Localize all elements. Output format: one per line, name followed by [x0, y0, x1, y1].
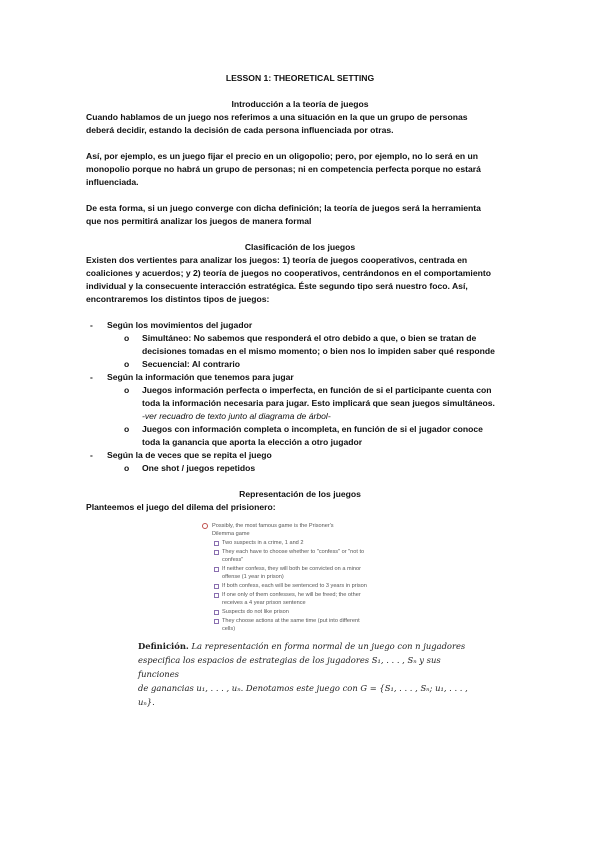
intro-p3-line2: que nos permitirá analizar los juegos de manera formal	[86, 216, 312, 226]
classification-line3: individual y la consecuente interacción estratégica. Éste segundo tipo será nuestro foco. Así,	[86, 281, 468, 291]
intro-p3-line1: De esta forma, si un juego converge con dicha definición; la teoría de juegos será la herramienta	[86, 203, 481, 213]
sublist-one-shot: One shot / juegos repetidos	[142, 463, 256, 473]
definition-label: Definición.	[138, 641, 189, 651]
slide-square-bullet-icon	[214, 550, 219, 555]
sublist-bullet: o	[124, 385, 130, 395]
definition-line2: especifica los espacios de estrategias de los jugadores S₁, . . . , Sₙ y sus funciones	[138, 655, 441, 679]
intro-p2-line1: Así, por ejemplo, es un juego fijar el precio en un oligopolio; pero, por ejemplo, no lo será en un	[86, 151, 479, 161]
sublist-complete-info-line2: toda la ganancia que aporta la elección a otro jugador	[142, 437, 363, 447]
list-item-repetition: Según la de veces que se repita el juego	[107, 450, 272, 460]
page-title: LESSON 1: THEORETICAL SETTING	[225, 73, 375, 83]
representation-heading: Representación de los juegos	[239, 489, 361, 499]
slide-item-5-line1: If one only of them confesses, he will be freed; the other	[222, 592, 361, 598]
representation-intro: Planteemos el juego del dilema del prisionero:	[86, 502, 276, 512]
slide-bullet-icon	[202, 523, 208, 529]
slide-item-2-line2: confess"	[222, 557, 244, 563]
classification-line2: coaliciones y acuerdos; y 2) teoría de juegos no cooperativos, centrándonos en el comportamiento	[86, 268, 491, 278]
intro-p2-line3: influenciada.	[86, 177, 139, 187]
slide-square-bullet-icon	[214, 619, 219, 624]
slide-main-line2: Dilemma game	[212, 531, 250, 537]
intro-p2-line2: monopolio porque no habrá un grupo de personas; ni en competencia perfecta porque no estará	[86, 164, 481, 174]
slide-item-4: If both confess, each will be sentenced to 3 years in prison	[222, 583, 367, 589]
list-item-information: Según la información que tenemos para jugar	[107, 372, 294, 382]
definition-line3: de ganancias u₁, . . . , uₙ. Denotamos este juego con G = {S₁, . . . , Sₙ; u₁, . . . , uₙ}.	[138, 683, 468, 707]
classification-line4: encontraremos los distintos tipos de juegos:	[86, 294, 270, 304]
sublist-simultaneous-line2: decisiones tomadas en el mismo momento; o bien nos lo impiden saber qué responde	[142, 346, 495, 356]
list-item-movements: Según los movimientos del jugador	[107, 320, 253, 330]
list-dash: -	[90, 450, 93, 460]
slide-square-bullet-icon	[214, 610, 219, 615]
sublist-bullet: o	[124, 424, 130, 434]
classification-heading: Clasificación de los juegos	[244, 242, 356, 252]
slide-main-line1: Possibly, the most famous game is the Prisoner's	[212, 523, 334, 529]
sublist-perfect-info-line2: toda la información necesaria para jugar. Esto implicará que sean juegos simultáneos.	[142, 398, 495, 408]
intro-p1-line2: deberá decidir, estando la decisión de cada persona influenciada por otras.	[86, 125, 394, 135]
slide-square-bullet-icon	[214, 584, 219, 589]
classification-line1: Existen dos vertientes para analizar los juegos: 1) teoría de juegos cooperativos, centrada en	[86, 255, 468, 265]
sublist-perfect-info-line1: Juegos información perfecta o imperfecta, en función de si el participante cuenta con	[142, 385, 492, 395]
list-dash: -	[90, 372, 93, 382]
sublist-sequential: Secuencial: Al contrario	[142, 359, 241, 369]
slide-item-2-line1: They each have to choose whether to "confess" or "not to	[222, 549, 365, 555]
sublist-bullet: o	[124, 359, 130, 369]
intro-heading: Introducción a la teoría de juegos	[231, 99, 369, 109]
prisoners-dilemma-slide	[196, 520, 416, 632]
sublist-perfect-info-note: -ver recuadro de texto junto al diagrama de árbol-	[142, 411, 331, 421]
definition-line1: La representación en forma normal de un juego con n jugadores	[191, 641, 466, 651]
slide-item-7-line2: cells)	[222, 626, 236, 632]
intro-p1-line1: Cuando hablamos de un juego nos referimos a una situación en la que un grupo de personas	[86, 112, 468, 122]
slide-item-5-line2: receives a 4 year prison sentence	[222, 600, 306, 606]
slide-square-bullet-icon	[214, 567, 219, 572]
sublist-simultaneous-line1: Simultáneo: No sabemos que responderá el otro debido a que, o bien se tratan de	[142, 333, 477, 343]
slide-square-bullet-icon	[214, 541, 219, 546]
slide-square-bullet-icon	[214, 593, 219, 598]
list-dash: -	[90, 320, 93, 330]
slide-item-3-line1: If neither confess, they will both be convicted on a minor	[222, 566, 361, 572]
slide-item-3-line2: offense (1 year in prison)	[222, 574, 284, 580]
slide-item-1: Two suspects in a crime, 1 and 2	[222, 540, 304, 546]
sublist-bullet: o	[124, 463, 130, 473]
definition-block	[138, 639, 478, 709]
slide-item-7-line1: They choose actions at the same time (put into different	[222, 618, 360, 624]
sublist-complete-info-line1: Juegos con información completa o incompleta, en función de si el jugador conoce	[142, 424, 483, 434]
sublist-bullet: o	[124, 333, 130, 343]
slide-item-6: Suspects do not like prison	[222, 609, 289, 615]
